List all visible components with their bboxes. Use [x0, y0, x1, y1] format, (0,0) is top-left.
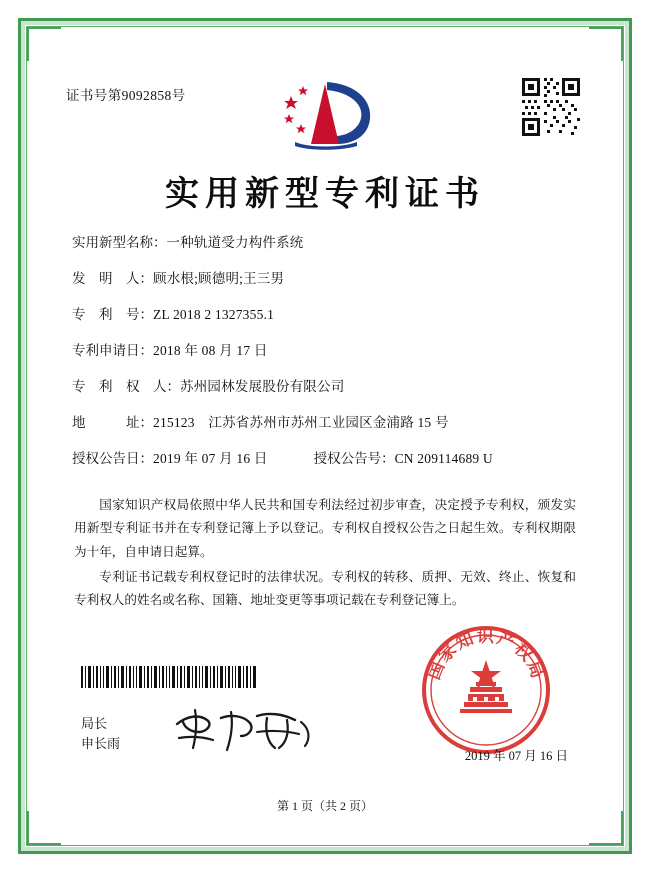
legal-text — [74, 494, 576, 614]
field-value: 2018 年 08 月 17 日 — [153, 343, 268, 359]
field-label: 专利申请日： — [72, 343, 153, 359]
seal-date: 2019 年 07 月 16 日 — [464, 749, 568, 763]
grant-number-value: CN 209114689 U — [394, 451, 493, 467]
field-row — [72, 342, 578, 360]
field-label: 发 明 人： — [72, 271, 153, 287]
svg-text:国家知识产权局: 国家知识产权局 — [424, 626, 549, 684]
field-value: 顾水根;顾德明;王三男 — [153, 271, 285, 287]
field-value: 215123 江苏省苏州市苏州工业园区金浦路 15 号 — [153, 415, 449, 431]
cnipa-logo-icon — [265, 74, 385, 152]
certificate-content — [46, 46, 604, 826]
legal-paragraph: 国家知识产权局依照中华人民共和国专利法经过初步审查，决定授予专利权，颁发实用新型专利证书并在专利登记簿上予以登记。专利权自授权公告之日起生效。专利权期限为十年，自申请日起算。 — [74, 498, 576, 559]
barcode-icon — [81, 666, 256, 688]
grant-row — [72, 450, 578, 468]
grant-number-label: 授权公告号： — [313, 451, 395, 467]
field-label: 实用新型名称： — [72, 235, 167, 250]
certificate-number: 证书号第9092858号 — [66, 88, 186, 103]
field-value: 苏州园林发展股份有限公司 — [180, 379, 345, 395]
official-seal-icon — [420, 624, 552, 756]
field-row — [72, 234, 578, 252]
field-value: ZL 2018 2 1327355.1 — [153, 307, 275, 323]
field-label: 专 利 号： — [72, 307, 153, 323]
grant-date-value: 2019 年 07 月 16 日 — [153, 451, 268, 467]
field-row — [72, 306, 578, 324]
field-list — [72, 234, 578, 486]
qr-code-icon — [520, 76, 582, 138]
director-name: 申长雨 — [81, 735, 121, 751]
director-title: 局长 — [81, 715, 108, 731]
field-row — [72, 270, 578, 288]
field-label: 地 址： — [72, 415, 153, 431]
legal-paragraph: 专利证书记载专利权登记时的法律状况。专利权的转移、质押、无效、终止、恢复和专利权人的姓名或名称、国籍、地址变更等事项记载在专利登记簿上。 — [74, 569, 576, 608]
grant-date-label: 授权公告日： — [72, 451, 153, 467]
grant-number-group — [314, 450, 493, 468]
field-row — [72, 378, 578, 396]
director-block — [81, 714, 120, 754]
field-row — [72, 414, 578, 432]
page-title: 实用新型专利证书 — [165, 174, 485, 214]
page-footer: 第 1 页（共 2 页） — [276, 799, 373, 813]
field-value: 一种轨道受力构件系统 — [166, 235, 304, 250]
field-label: 专 利 权 人： — [72, 379, 180, 395]
handwritten-signature — [171, 704, 316, 756]
